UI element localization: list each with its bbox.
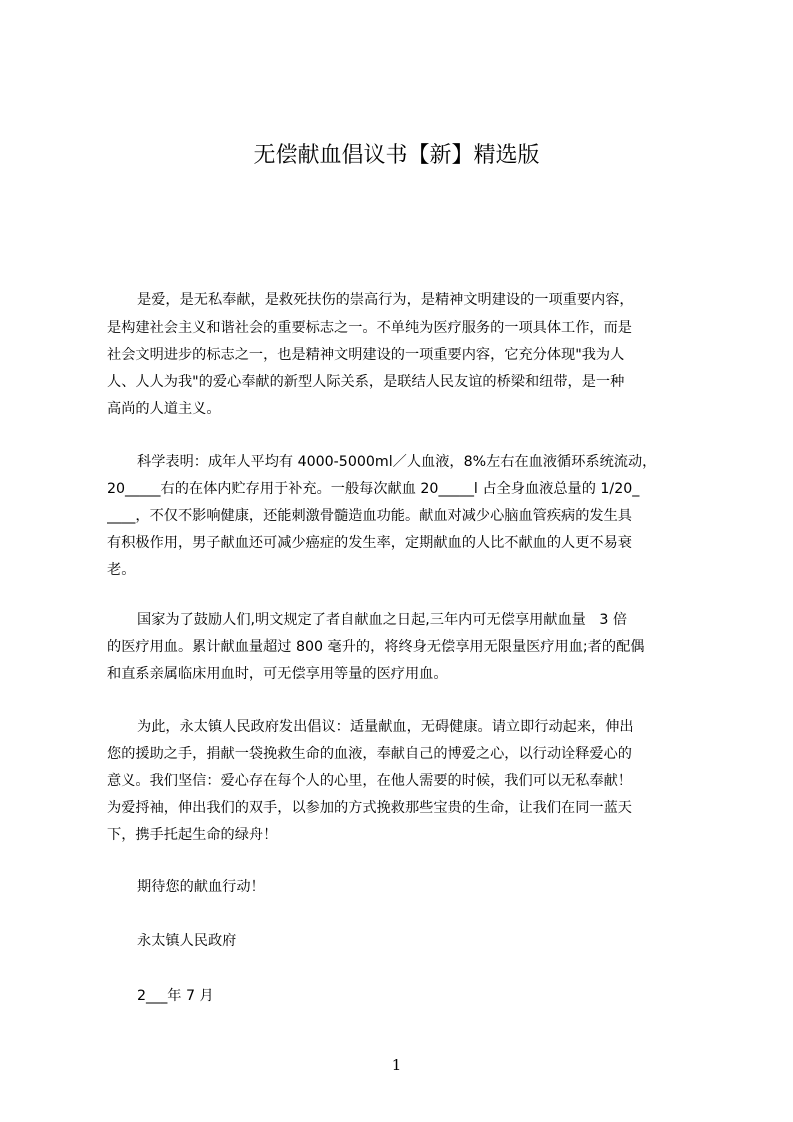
paragraph-3-line-3: 和直系亲属临床用血时，可无偿享用等量的医疗用血。: [107, 666, 448, 682]
paragraph-3-line-1: 国家为了鼓励人们,明文规定了者自献血之日起,三年内可无偿享用献血量 3 倍: [137, 612, 628, 628]
closing-line: 期待您的献血行动！: [137, 879, 265, 895]
paragraph-2-line-1: 科学表明：成年人平均有 4000-5000ml／人血液，8%左右在血液循环系统流动，: [137, 454, 657, 470]
paragraph-4-line-2: 您的援助之手，捐献一袋挽救生命的血液，奉献自己的博爱之心，以行动诠释爱心的: [107, 746, 632, 762]
paragraph-4-line-1: 为此，永太镇人民政府发出倡议：适量献血，无碍健康。请立即行动起来，伸出: [137, 719, 634, 735]
paragraph-4-line-5: 下，携手托起生命的绿舟！: [107, 827, 278, 843]
signature-date: 2___年 7 月: [137, 988, 214, 1004]
document-title: 无偿献血倡议书【新】精选版: [253, 143, 540, 168]
page-number: 1: [391, 1056, 402, 1074]
paragraph-2-line-4: 有积极作用，男子献血还可减少癌症的发生率，定期献血的人比不献血的人更不易衰: [107, 535, 632, 551]
paragraph-4-line-4: 为爱捋袖，伸出我们的双手，以参加的方式挽救那些宝贵的生命，让我们在同一蓝天: [107, 800, 632, 816]
paragraph-1-line-3: 社会文明进步的标志之一，也是精神文明建设的一项重要内容，它充分体现"我为人: [107, 347, 625, 363]
paragraph-2-line-5: 老。: [107, 562, 136, 578]
paragraph-1-line-1: 是爱，是无私奉献，是救死扶伤的崇高行为，是精神文明建设的一项重要内容，: [137, 292, 634, 308]
paragraph-2-line-2: 20_____右的在体内贮存用于补充。一般每次献血 20_____l 占全身血液总量的 1/20_: [107, 481, 640, 497]
paragraph-1-line-2: 是构建社会主义和谐社会的重要标志之一。不单纯为医疗服务的一项具体工作，而是: [107, 320, 632, 336]
paragraph-1-line-5: 高尚的人道主义。: [107, 401, 221, 417]
paragraph-2-line-3: ____，不仅不影响健康，还能刺激骨髓造血功能。献血对减少心脑血管疾病的发生具: [107, 508, 632, 524]
paragraph-3-line-2: 的医疗用血。累计献血量超过 800 毫升的，将终身无偿享用无限量医疗用血;者的配偶: [107, 639, 645, 655]
paragraph-1-line-4: 人、人人为我"的爱心奉献的新型人际关系，是联结人民友谊的桥梁和纽带，是一种: [107, 374, 625, 390]
paragraph-4-line-3: 意义。我们坚信：爱心存在每个人的心里，在他人需要的时候，我们可以无私奉献！: [107, 773, 632, 789]
signature-organization: 永太镇人民政府: [137, 933, 237, 949]
